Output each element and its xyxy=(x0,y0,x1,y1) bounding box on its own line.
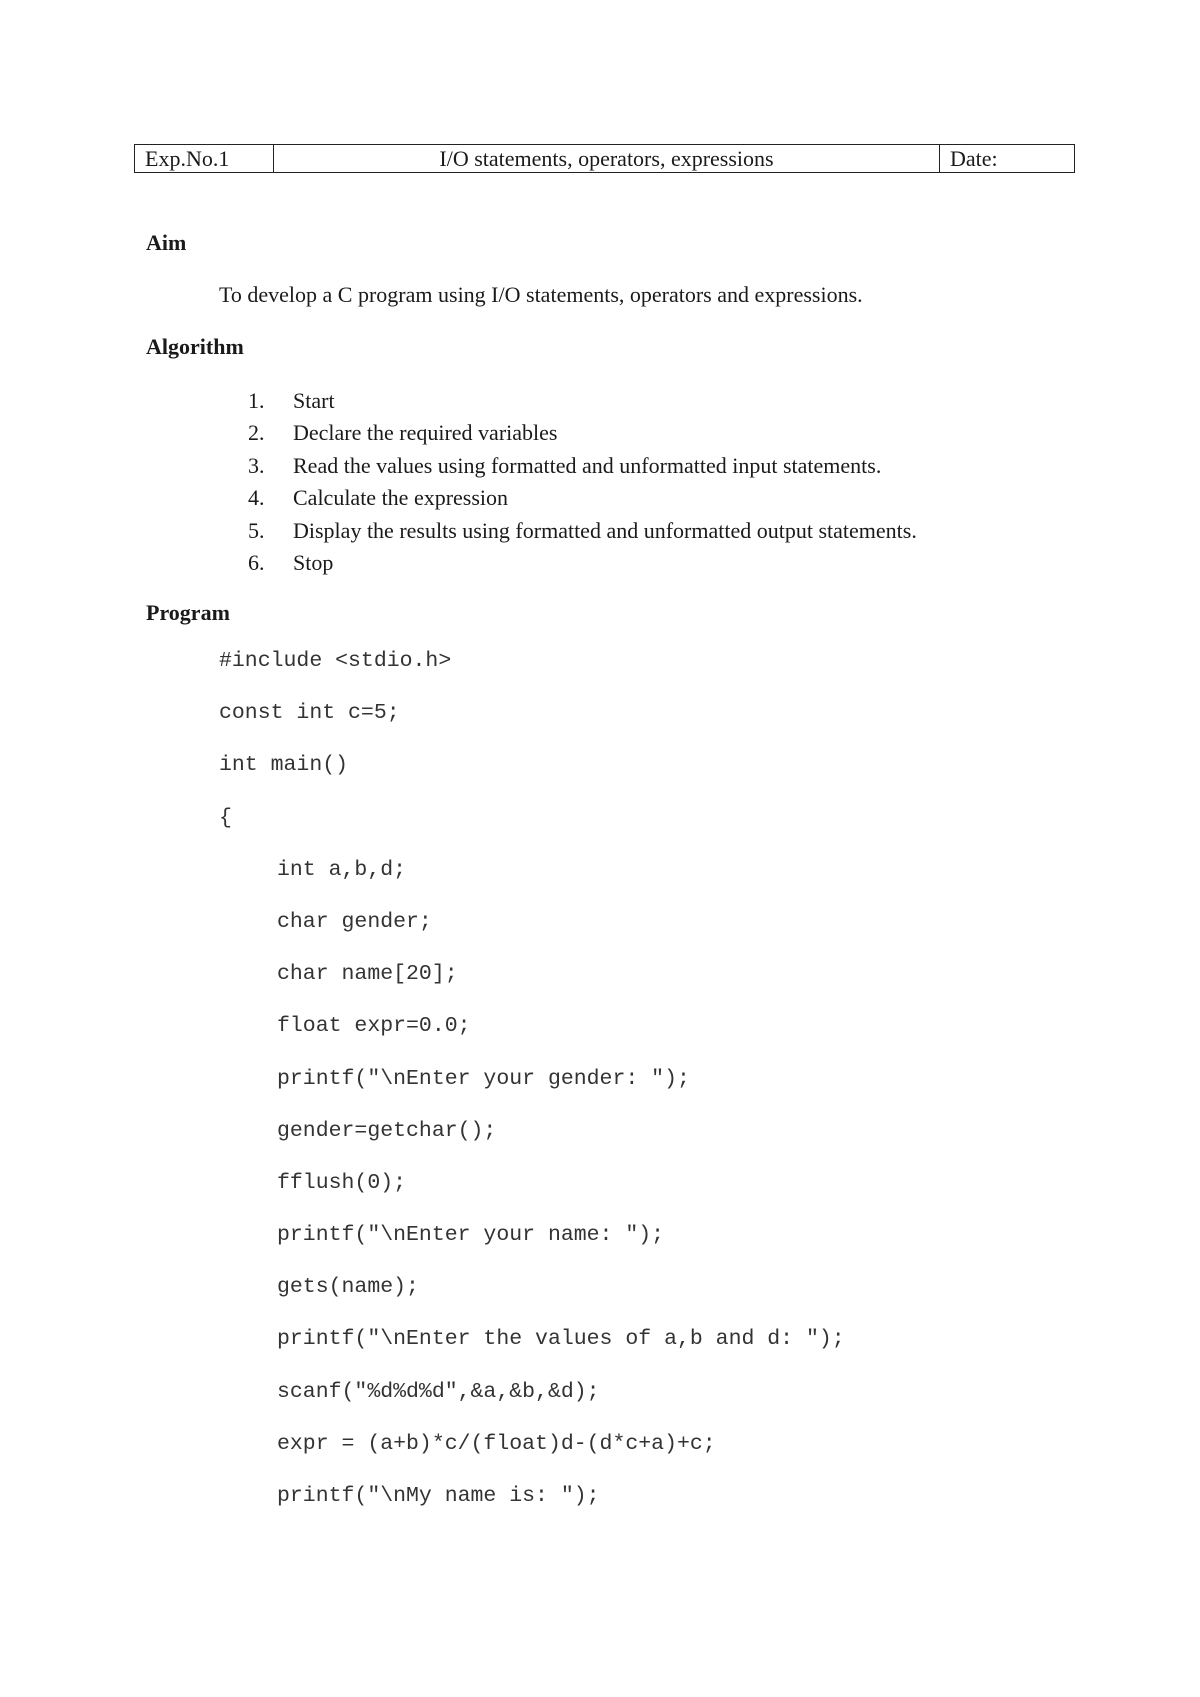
code-line: #include <stdio.h> xyxy=(219,649,452,673)
code-line: printf("\nMy name is: "); xyxy=(277,1484,600,1508)
code-line: float expr=0.0; xyxy=(277,1014,471,1039)
algorithm-step xyxy=(248,547,917,579)
aim-heading: Aim xyxy=(146,230,187,255)
algorithm-steps-list xyxy=(248,385,917,579)
aim-text: To develop a C program using I/O statements, operators and expressions. xyxy=(219,282,863,307)
program-code-block xyxy=(219,648,845,1535)
step-text: Read the values using formatted and unformatted input statements. xyxy=(293,452,882,478)
code-line: const int c=5; xyxy=(219,701,400,726)
step-number: 1. xyxy=(248,388,265,413)
code-line: int main() xyxy=(219,753,349,778)
step-number: 5. xyxy=(248,517,265,543)
step-number: 4. xyxy=(248,485,265,511)
algorithm-step xyxy=(248,482,917,514)
experiment-header-table xyxy=(134,144,1075,173)
step-number: 3. xyxy=(248,452,265,478)
code-line: printf("\nEnter the values of a,b and d: "); xyxy=(277,1327,845,1352)
algorithm-heading: Algorithm xyxy=(146,334,244,359)
code-line: char gender; xyxy=(277,909,432,934)
step-text: Stop xyxy=(293,549,334,575)
date-cell: Date: xyxy=(940,145,1075,173)
step-text: Calculate the expression xyxy=(293,485,509,511)
code-line: scanf("%d%d%d",&a,&b,&d); xyxy=(277,1379,600,1404)
code-line: gets(name); xyxy=(277,1275,419,1300)
code-line: char name[20]; xyxy=(277,962,458,987)
program-heading: Program xyxy=(146,600,230,625)
code-line: { xyxy=(219,805,232,830)
code-line: fflush(0); xyxy=(277,1170,407,1195)
step-text: Display the results using formatted and unformatted output statements. xyxy=(293,517,917,543)
exp-number-cell: Exp.No.1 xyxy=(135,145,274,173)
step-text: Start xyxy=(293,388,335,413)
algorithm-step xyxy=(248,417,917,449)
experiment-title-cell: I/O statements, operators, expressions xyxy=(274,145,940,173)
step-text: Declare the required variables xyxy=(293,420,558,446)
code-line: gender=getchar(); xyxy=(277,1118,497,1143)
step-number: 2. xyxy=(248,420,265,446)
algorithm-step xyxy=(248,450,917,482)
code-line: printf("\nEnter your gender: "); xyxy=(277,1066,690,1091)
step-number: 6. xyxy=(248,549,265,575)
algorithm-step xyxy=(248,515,917,547)
code-line: int a,b,d; xyxy=(277,857,407,882)
algorithm-step xyxy=(248,385,917,417)
code-line: expr = (a+b)*c/(float)d-(d*c+a)+c; xyxy=(277,1431,716,1456)
code-line: printf("\nEnter your name: "); xyxy=(277,1223,665,1248)
